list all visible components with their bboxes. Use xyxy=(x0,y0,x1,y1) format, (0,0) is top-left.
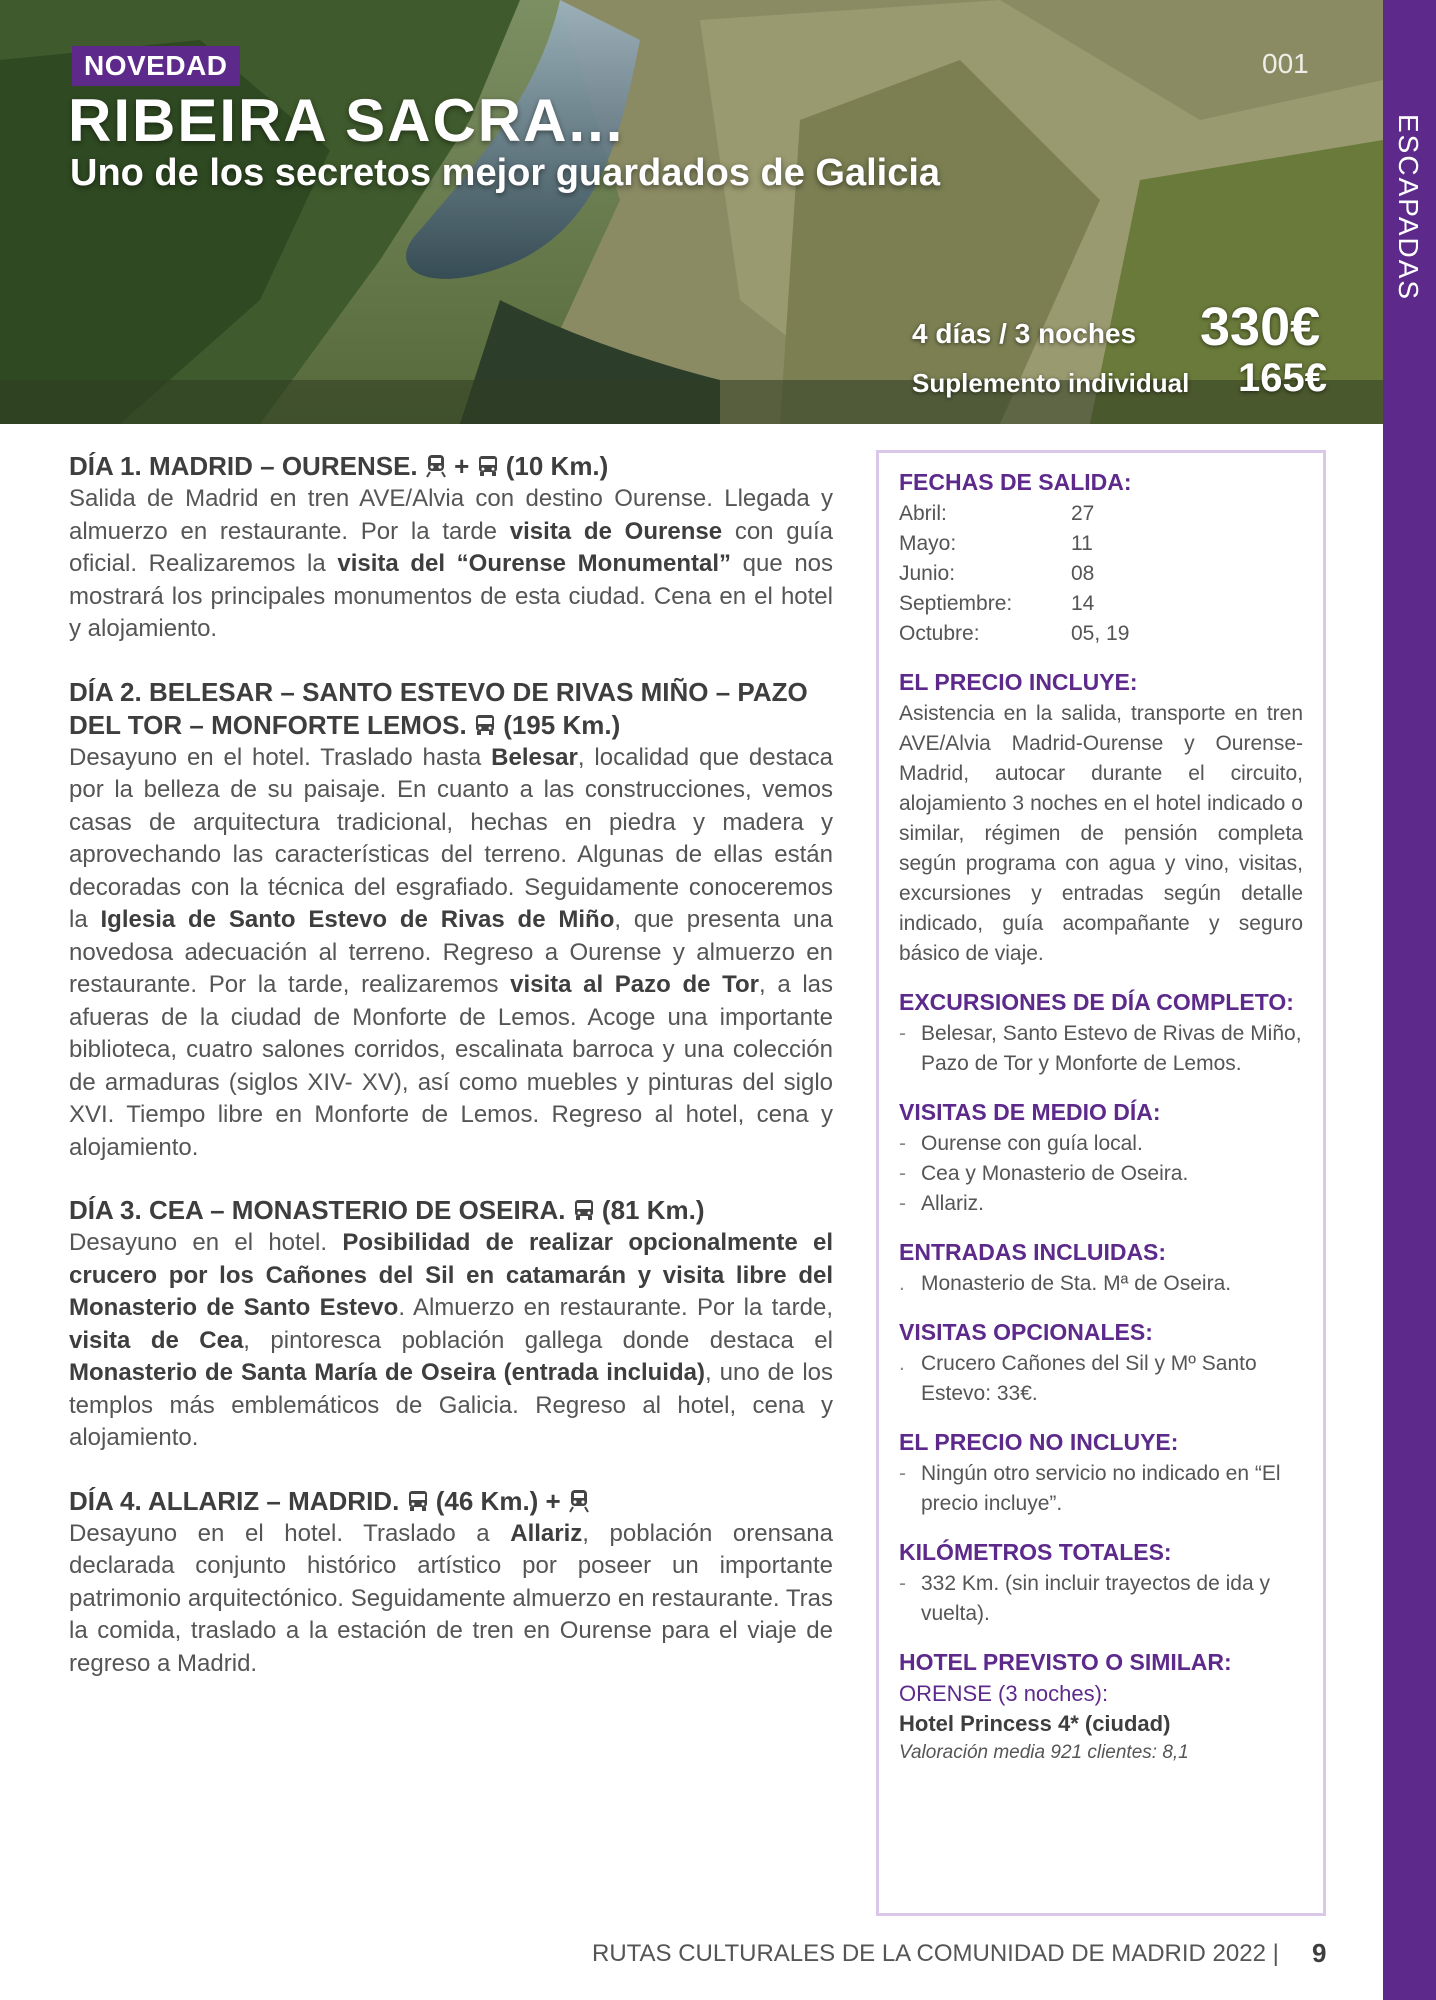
hotel-name: Hotel Princess 4* (ciudad) xyxy=(899,1711,1171,1736)
price-includes-text: Asistencia en la salida, transporte en tren AVE/Alvia Madrid-Ourense y Ourense-Madrid, autocar durante el circuito, alojamiento 3 noches en el hotel indicado o similar, régimen de pensión completa según programa con agua y vino, visitas, excursiones y entradas según detalle indicado, guía acompañante y seguro básico de viaje. xyxy=(899,702,1303,965)
hero-image xyxy=(0,0,1383,424)
half-day-visits-title: VISITAS DE MEDIO DÍA: xyxy=(899,1099,1161,1125)
hotel-info xyxy=(899,1647,1303,1767)
list-item: - 332 Km. (sin incluir trayectos de ida y vuelta). xyxy=(899,1572,1270,1625)
price-excludes-title: EL PRECIO NO INCLUYE: xyxy=(899,1429,1179,1455)
bus-icon xyxy=(407,1489,429,1513)
included-tickets xyxy=(899,1237,1303,1299)
footer-text: RUTAS CULTURALES DE LA COMUNIDAD DE MADRID 2022 | xyxy=(592,1940,1279,1967)
date-row: Junio: 08 xyxy=(899,562,1095,585)
trip-duration: 4 días / 3 noches xyxy=(912,318,1137,349)
price-includes xyxy=(899,667,1303,969)
half-day-visits xyxy=(899,1097,1303,1219)
day-3 xyxy=(69,1194,833,1455)
full-day-excursions xyxy=(899,987,1303,1079)
list-item: . Monasterio de Sta. Mª de Oseira. xyxy=(899,1272,1232,1295)
optional-visits-title: VISITAS OPCIONALES: xyxy=(899,1319,1153,1345)
day-3-text: Desayuno en el hotel. Posibilidad de realizar opcionalmente el crucero por los Cañones del Sil en catamarán y visita libre del Monasterio de Santo Estevo. Almuerzo en restaurante. Por la tarde, visita de Cea, pintoresca población gallega donde destaca el Monasterio de Santa María de Oseira (entrada incluida), uno de los templos más emblemáticos de Galicia. Regreso al hotel, cena y alojamiento. xyxy=(69,1229,834,1451)
date-row: Mayo: 11 xyxy=(899,532,1093,555)
page-subtitle: Uno de los secretos mejor guardados de Galicia xyxy=(70,152,941,194)
bus-icon xyxy=(573,1198,595,1222)
day-2-heading: DÍA 2. BELESAR – SANTO ESTEVO DE RIVAS MIÑO – PAZO DEL TOR – MONFORTE LEMOS. (195 Km.) xyxy=(69,676,808,740)
date-row: Septiembre: 14 xyxy=(899,592,1095,615)
day-1-heading: DÍA 1. MADRID – OURENSE. + (10 Km.) xyxy=(69,451,609,481)
list-item: . Crucero Cañones del Sil y Mº Santo Estevo: 33€. xyxy=(899,1352,1257,1405)
supplement-price: 165€ xyxy=(1238,356,1327,400)
departure-dates xyxy=(899,467,1303,649)
day-1 xyxy=(69,450,833,646)
day-1-text: Salida de Madrid en tren AVE/Alvia con destino Ourense. Llegada y almuerzo en restaurante. Por la tarde visita de Ourense con guía oficial. Realizaremos la visita del “Ourense Monumental” que nos mostrará los principales monumentos de esta ciudad. Cena en el hotel y alojamiento. xyxy=(69,485,834,642)
itinerary xyxy=(69,450,833,1710)
hotel-city: ORENSE (3 noches): xyxy=(899,1681,1109,1706)
total-kilometers-title: KILÓMETROS TOTALES: xyxy=(899,1539,1172,1565)
day-4-text: Desayuno en el hotel. Traslado a Allariz, población orensana declarada conjunto histórico artístico por poseer un importante patrimonio arquitectónico. Seguidamente almuerzo en restaurante. Tras la comida, traslado a la estación de tren en Ourense para el viaje de regreso a Madrid. xyxy=(69,1519,833,1677)
optional-visits xyxy=(899,1317,1303,1409)
included-tickets-title: ENTRADAS INCLUIDAS: xyxy=(899,1239,1167,1265)
date-row: Octubre: 05, 19 xyxy=(899,622,1130,645)
day-4-heading: DÍA 4. ALLARIZ – MADRID. (46 Km.) + xyxy=(69,1485,833,1518)
departure-dates-title: FECHAS DE SALIDA: xyxy=(899,469,1132,495)
price-excludes xyxy=(899,1427,1303,1519)
bus-icon xyxy=(474,713,496,737)
trip-details-box xyxy=(876,450,1326,1916)
supplement-label: Suplemento individual xyxy=(912,368,1190,398)
date-row: Abril: 27 xyxy=(899,502,1095,525)
novedad-badge: NOVEDAD xyxy=(72,46,240,86)
list-item: - Allariz. xyxy=(899,1192,985,1215)
hotel-info-title: HOTEL PREVISTO O SIMILAR: xyxy=(899,1649,1232,1675)
hotel-rating: Valoración media 921 clientes: 8,1 xyxy=(899,1742,1189,1763)
page-title: RIBEIRA SACRA... xyxy=(68,87,625,154)
day-2-text: Desayuno en el hotel. Traslado hasta Belesar, localidad que destaca por la belleza de su paisaje. En cuanto a las construcciones, vemos casas de arquitectura tradicional, hechas en piedra y madera y aprovechando las características del terreno. Algunas de ellas están decoradas con la técnica del esgrafiado. Seguidamente conoceremos la Iglesia de Santo Estevo de Rivas de Miño, que presenta una novedosa adecuación al terreno. Regreso a Ourense y almuerzo en restaurante. Por la tarde, realizaremos visita al Pazo de Tor, a las afueras de la ciudad de Monforte de Lemos. Acoge una importante biblioteca, cuatro salones corridos, escalinata barroca y una colección de armaduras (siglos XIV- XV), así como muebles y pinturas del siglo XVI. Tiempo libre en Monforte de Lemos. Regreso al hotel, cena y alojamiento. xyxy=(69,743,833,1161)
day-3-heading: DÍA 3. CEA – MONASTERIO DE OSEIRA. (81 Km.) xyxy=(69,1195,705,1225)
trip-price: 330€ xyxy=(1200,297,1321,357)
train-icon xyxy=(425,454,447,478)
day-2 xyxy=(69,676,833,1165)
full-day-excursions-title: EXCURSIONES DE DÍA COMPLETO: xyxy=(899,989,1294,1015)
page-number: 9 xyxy=(1312,1938,1327,1968)
list-item: - Ningún otro servicio no indicado en “El precio incluye”. xyxy=(899,1462,1281,1515)
trip-code: 001 xyxy=(1262,48,1309,79)
day-4 xyxy=(69,1485,833,1681)
price-includes-title: EL PRECIO INCLUYE: xyxy=(899,669,1138,695)
list-item: - Cea y Monasterio de Oseira. xyxy=(899,1162,1189,1185)
list-item: - Ourense con guía local. xyxy=(899,1132,1143,1155)
list-item: - Belesar, Santo Estevo de Rivas de Miño, Pazo de Tor y Monforte de Lemos. xyxy=(899,1022,1302,1075)
section-label: ESCAPADAS xyxy=(1393,114,1424,302)
bus-icon xyxy=(477,454,499,478)
total-kilometers xyxy=(899,1537,1303,1629)
train-icon xyxy=(568,1489,590,1513)
